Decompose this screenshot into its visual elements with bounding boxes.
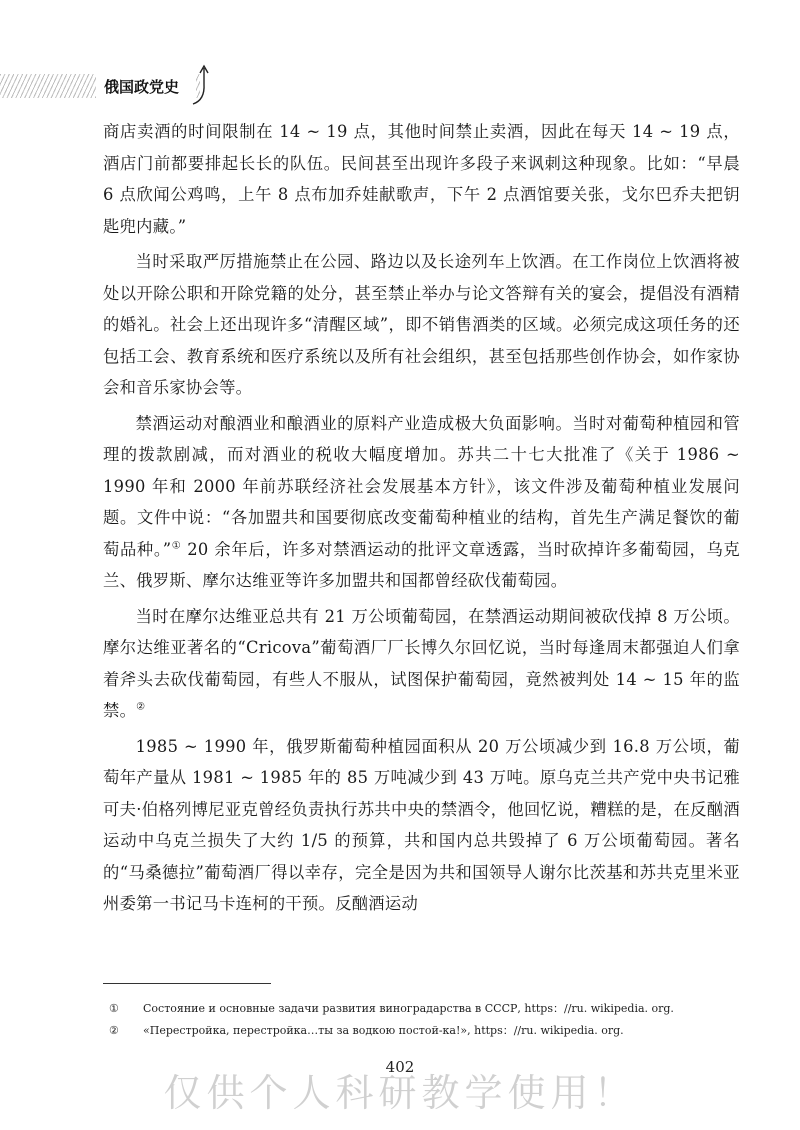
paragraph-5 — [103, 731, 740, 920]
header-arrow-icon — [190, 62, 216, 106]
footnote-1 — [103, 998, 743, 1020]
paragraph-2 — [103, 246, 740, 404]
paragraph-3 — [103, 408, 740, 597]
paragraph-text: 当时在摩尔达维亚总共有 21 万公顷葡萄园，在禁酒运动期间被砍伐掉 8 万公顷。摩尔达维亚著名的“Cricova”葡萄酒厂厂长博久尔回忆说，当时每逢周末都强迫人们拿着斧头去砍伐葡萄园，有些人不服从，试图保护葡萄园，竟然被判处 14 ~ 15 年的监禁。 — [103, 606, 740, 720]
body-text — [103, 116, 740, 924]
paragraph-text: 1985 ~ 1990 年，俄罗斯葡萄种植园面积从 20 万公顷减少到 16.8 万公顷，葡萄年产量从 1981 ~ 1985 年的 85 万吨减少到 43 万吨。原乌克兰共产党中央书记雅可夫·伯格列博尼亚克曾经负责执行苏共中央的禁酒令，他回忆说，糟糕的是，在反酗酒运动中乌克兰损失了大约 1/5 的预算，共和国内总共毁掉了 6 万公顷葡萄园。著名的“马桑德拉”葡萄酒厂得以幸存，完全是因为共和国领导人谢尔比茨基和苏共克里米亚州委第一书记马卡连柯的干预。反酗酒运动 — [103, 736, 740, 913]
footnote-text: Состояние и основные задачи развития виноградарства в СССР, https：//ru. wikipedia. org. — [143, 1002, 674, 1015]
paragraph-text: 商店卖酒的时间限制在 14 ~ 19 点，其他时间禁止卖酒，因此在每天 14 ~ 19 点，酒店门前都要排起长长的队伍。民间甚至出现许多段子来讽刺这种现象。比如：“早晨 6 点欣闻公鸡鸣，上午 8 点布加乔娃献歌声，下午 2 点酒馆要关张，戈尔巴乔夫把钥匙兜内藏。” — [103, 122, 740, 236]
footnote-2 — [103, 1020, 743, 1042]
footnote-marker-1[interactable]: ① — [171, 540, 182, 552]
footnote-text: «Перестройка, перестройка…ты за водкою постой-ка!», https：//ru. wikipedia. org. — [143, 1024, 624, 1037]
paragraph-text-continued: 20 余年后，许多对禁酒运动的批评文章透露，当时砍掉许多葡萄园，乌克兰、俄罗斯、摩尔达维亚等许多加盟共和国都曾经砍伐葡萄园。 — [103, 539, 740, 590]
paragraph-1 — [103, 116, 740, 242]
running-header-title: 俄国政党史 — [104, 78, 180, 96]
footnote-marker-2[interactable]: ② — [136, 701, 146, 713]
footnote-number: ② — [109, 1024, 119, 1037]
paragraph-text: 禁酒运动对酿酒业和酿酒业的原料产业造成极大负面影响。当时对葡萄种植园和管理的拨款剧减，而对酒业的税收大幅度增加。苏共二十七大批准了《关于 1986 ~ 1990 年和 2000 年前苏联经济社会发展基本方针》，该文件涉及葡萄种植业发展问题。文件中说：“各加盟共和国要彻底改变葡萄种植业的结构，首先生产满足餐饮的葡萄品种。” — [103, 413, 740, 559]
footnote-number: ① — [109, 1002, 119, 1015]
paragraph-text: 当时采取严厉措施禁止在公园、路边以及长途列车上饮酒。在工作岗位上饮酒将被处以开除公职和开除党籍的处分，甚至禁止举办与论文答辩有关的宴会，提倡没有酒精的婚礼。社会上还出现许多“清醒区域”，即不销售酒类的区域。必须完成这项任务的还包括工会、教育系统和医疗系统以及所有社会组织，甚至包括那些创作协会，如作家协会和音乐家协会等。 — [103, 252, 740, 397]
page-number: 402 — [385, 1058, 415, 1076]
footnotes — [103, 998, 743, 1042]
watermark: 仅供个人科研教学使用！ — [163, 1071, 637, 1115]
footnote-divider — [103, 983, 271, 984]
paragraph-4 — [103, 601, 740, 727]
